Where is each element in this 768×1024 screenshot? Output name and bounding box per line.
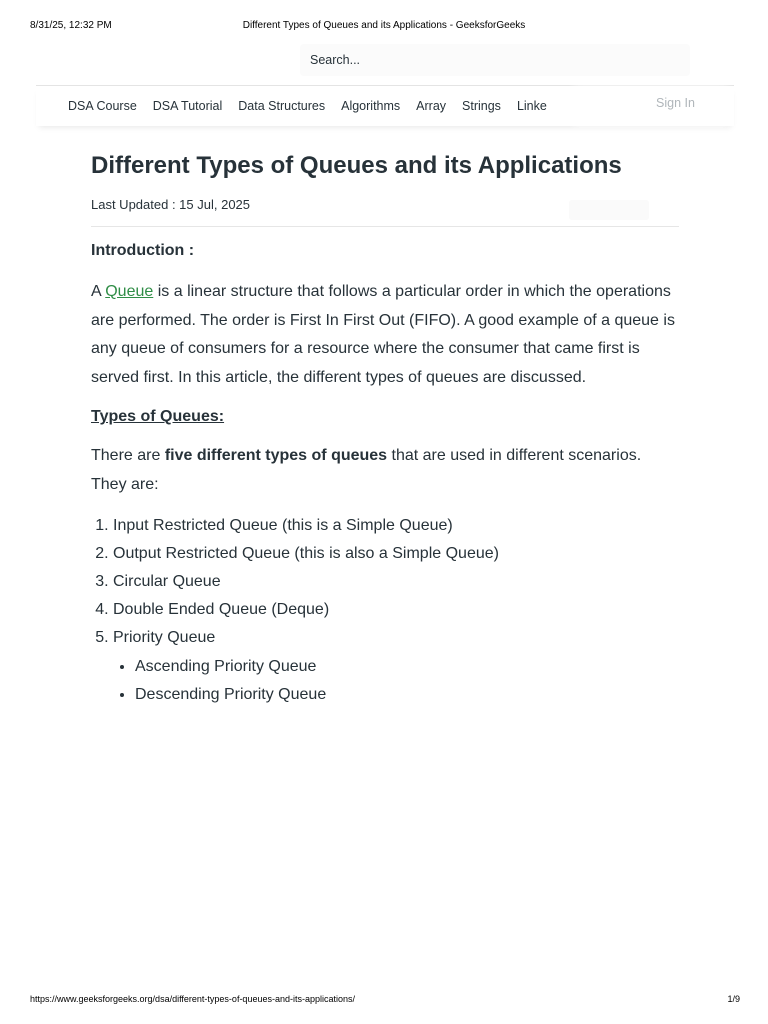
article-actions-placeholder — [569, 200, 649, 220]
intro-paragraph — [91, 278, 679, 392]
top-nav — [36, 86, 734, 126]
intro-text: is a linear structure that follows a particular order in which the operations are performed. The order is First In First Out (FIFO). A good example of a queue is any queue of consumers for a resource where the consumer that came first is served first. In this article, the different types of queues are discussed. — [91, 283, 675, 386]
intro-heading: Introduction : — [91, 242, 195, 259]
priority-queue-label: Priority Queue — [113, 629, 216, 647]
intro-prefix: A — [91, 283, 106, 300]
sign-in-button[interactable]: Sign In — [656, 96, 695, 110]
print-page-title: Different Types of Queues and its Applications - GeeksforGeeks — [242, 20, 526, 31]
queue-types-list — [91, 512, 679, 709]
nav-item-algorithms[interactable]: Algorithms — [341, 99, 401, 113]
print-page-number: 1/9 — [727, 994, 740, 1004]
print-datetime: 8/31/25, 12:32 PM — [30, 20, 112, 31]
types-bold-text: five different types of queues — [164, 447, 388, 465]
search-input[interactable] — [310, 50, 670, 70]
nav-item-data-structures[interactable]: Data Structures — [238, 99, 326, 113]
print-url: https://www.geeksforgeeks.org/dsa/different-types-of-queues-and-its-applications/ — [30, 994, 356, 1004]
types-prefix: There are — [91, 447, 165, 465]
list-item — [113, 624, 679, 709]
list-item: 4. Double Ended Queue (Deque) — [113, 596, 679, 624]
nav-item-dsa-course[interactable]: DSA Course — [68, 99, 137, 113]
nav-item-linked-list[interactable]: Linke — [516, 99, 547, 113]
types-paragraph — [91, 442, 679, 499]
search-bar[interactable] — [300, 44, 690, 76]
list-item: 2. Output Restricted Queue (this is also a Simple Queue) — [113, 540, 679, 568]
nav-items — [68, 97, 594, 117]
article-divider — [91, 226, 679, 227]
types-heading: Types of Queues: — [91, 408, 225, 426]
priority-subtypes-list — [113, 653, 679, 709]
list-item: • Descending Priority Queue — [135, 681, 679, 709]
print-footer — [30, 994, 740, 1008]
list-item: 3. Circular Queue — [113, 568, 679, 596]
queue-link[interactable]: Queue — [105, 283, 154, 300]
nav-item-strings[interactable]: Strings — [462, 99, 501, 113]
types-suffix: that are used in different scenarios. They are: — [91, 447, 642, 493]
list-item: • Ascending Priority Queue — [135, 653, 679, 681]
list-item: 1. Input Restricted Queue (this is a Simple Queue) — [113, 512, 679, 540]
article — [91, 150, 679, 709]
article-title: Different Types of Queues and its Applications — [91, 152, 622, 179]
nav-item-dsa-tutorial[interactable]: DSA Tutorial — [152, 99, 223, 113]
last-updated: Last Updated : 15 Jul, 2025 — [91, 197, 251, 212]
nav-item-array[interactable]: Array — [416, 99, 447, 113]
print-header — [30, 20, 738, 34]
